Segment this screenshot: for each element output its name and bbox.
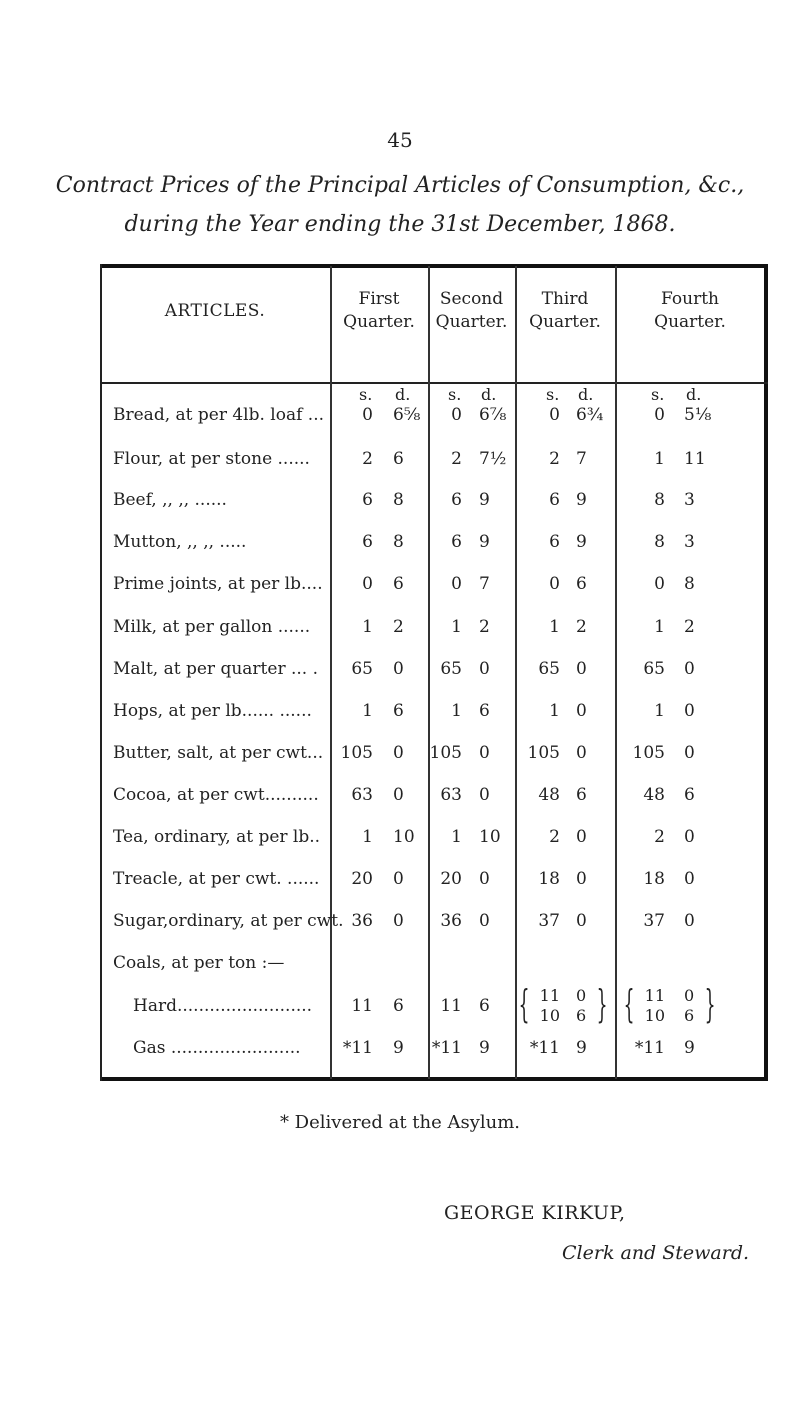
value-shillings: *11 [529,1038,560,1058]
row-label: Bread, at per 4lb. loaf ... [113,405,325,425]
header-third: Third [541,289,589,309]
value-pence: 8 [393,532,404,552]
row-label: Mutton, ,, ,, ..... [113,532,247,552]
value-shillings: 8 [654,490,665,510]
value-shillings: 1 [362,827,373,847]
value-shillings: 11 [440,996,462,1016]
value-pence: 0 [393,869,404,889]
header-quarter: Quarter. [435,312,508,332]
value-pence: 7 [576,449,587,469]
column-divider [615,266,617,1079]
value-shillings: 10 [644,1006,665,1025]
value-shillings: 36 [440,911,462,931]
brace-right: } [704,982,716,1026]
header-articles: ARTICLES. [164,301,266,321]
value-shillings: 105 [632,743,665,763]
value-pence: 0 [684,659,695,679]
row-label: Malt, at per quarter ... . [113,659,318,679]
value-shillings: 1 [362,617,373,637]
value-pence: 9 [576,532,587,552]
value-shillings: 1 [549,701,560,721]
value-shillings: 0 [362,574,373,594]
value-shillings: 0 [362,405,373,425]
value-pence: 9 [479,532,490,552]
value-pence: 0 [479,911,490,931]
unit-shillings: s. [546,385,560,404]
value-shillings: 105 [429,743,462,763]
value-pence: 11 [684,449,706,469]
row-label: Treacle, at per cwt. ...... [113,869,320,889]
row-label: Butter, salt, at per cwt... [113,743,324,763]
value-pence: 7½ [479,449,507,469]
value-pence: 9 [576,490,587,510]
value-pence: 6 [576,574,587,594]
table-top-rule [100,264,768,268]
value-shillings: 0 [451,405,462,425]
value-pence: 9 [479,1038,490,1058]
row-label: Beef, ,, ,, ...... [113,490,227,510]
value-pence: 6¾ [576,405,604,425]
value-shillings: 48 [538,785,560,805]
value-shillings: 18 [643,869,665,889]
value-shillings: 20 [440,869,462,889]
value-pence: 6⅞ [479,405,507,425]
row-label: Milk, at per gallon ...... [113,617,311,637]
value-pence: 6 [684,1006,695,1025]
row-label-gas: Gas ........................ [133,1038,301,1058]
value-pence: 0 [684,743,695,763]
value-shillings: 11 [644,986,665,1005]
value-shillings: 65 [351,659,373,679]
header-third-quarter [515,288,615,334]
value-shillings: 6 [549,532,560,552]
header-second-quarter [428,288,515,334]
value-pence: 5⅛ [684,405,712,425]
value-pence: 0 [576,659,587,679]
value-shillings: 1 [451,827,462,847]
header-quarter: Quarter. [654,312,726,332]
value-shillings: 0 [549,405,560,425]
value-shillings: 18 [538,869,560,889]
value-shillings: 37 [643,911,665,931]
value-pence: 6 [393,996,404,1016]
row-label: Prime joints, at per lb.... [113,574,323,594]
value-pence: 2 [479,617,490,637]
value-shillings: 1 [451,701,462,721]
value-shillings: 1 [654,449,665,469]
value-shillings: 36 [351,911,373,931]
title-line-2: during the Year ending the 31st December, 1868. [124,212,676,237]
value-shillings: 20 [351,869,373,889]
signature-name: GEORGE KIRKUP, [444,1202,626,1224]
value-shillings: 105 [527,743,560,763]
value-pence: 6 [479,996,490,1016]
value-pence: 8 [684,574,695,594]
row-label: Flour, at per stone ...... [113,449,310,469]
value-shillings: 6 [549,490,560,510]
value-shillings: 0 [451,574,462,594]
column-divider [515,266,517,1079]
row-label: Sugar,ordinary, at per cwt. [113,911,344,931]
value-shillings: 8 [654,532,665,552]
brace-left: { [623,982,635,1026]
value-shillings: 6 [362,490,373,510]
value-pence: 3 [684,490,695,510]
value-shillings: 1 [549,617,560,637]
value-pence: 0 [684,701,695,721]
value-pence: 3 [684,532,695,552]
value-pence: 0 [393,659,404,679]
header-fourth-quarter [615,288,765,334]
value-shillings: 0 [549,574,560,594]
value-shillings: 1 [362,701,373,721]
value-pence: 6⅝ [393,405,421,425]
unit-shillings: s. [359,385,373,404]
value-shillings: 0 [654,574,665,594]
value-shillings: 2 [362,449,373,469]
value-pence: 9 [393,1038,404,1058]
value-pence: 6 [576,785,587,805]
brace-right: } [596,982,608,1026]
value-pence: 0 [479,785,490,805]
value-pence: 10 [393,827,415,847]
value-shillings: 2 [451,449,462,469]
value-shillings: 1 [451,617,462,637]
table-right-rule [764,264,768,1081]
title-line-1: Contract Prices of the Principal Articles of Consumption, &c., [55,173,745,198]
value-pence: 0 [393,743,404,763]
value-shillings: 63 [351,785,373,805]
value-pence: 0 [393,911,404,931]
row-label: Tea, ordinary, at per lb.. [113,827,321,847]
header-first: First [358,289,400,309]
value-pence: 0 [576,701,587,721]
value-pence: 6 [684,785,695,805]
value-pence: 0 [684,986,695,1005]
value-pence: 2 [684,617,695,637]
value-shillings: 63 [440,785,462,805]
unit-pence: d. [578,385,594,404]
value-pence: 10 [479,827,501,847]
value-shillings: *11 [634,1038,665,1058]
value-pence: 0 [576,743,587,763]
value-shillings: 2 [654,827,665,847]
value-pence: 9 [576,1038,587,1058]
value-shillings: 0 [654,405,665,425]
coals-label: Coals, at per ton :— [113,953,285,973]
value-pence: 9 [684,1038,695,1058]
value-pence: 6 [479,701,490,721]
value-shillings: 2 [549,449,560,469]
header-rule [100,382,768,384]
value-pence: 0 [393,785,404,805]
unit-pence: d. [481,385,497,404]
value-shillings: 1 [654,701,665,721]
value-pence: 6 [393,574,404,594]
row-label: Hops, at per lb...... ...... [113,701,312,721]
value-shillings: 65 [440,659,462,679]
value-pence: 0 [576,827,587,847]
row-label-hard: Hard......................... [133,996,313,1016]
value-shillings: 6 [451,490,462,510]
value-shillings: *11 [431,1038,462,1058]
value-shillings: 105 [340,743,373,763]
footnote: * Delivered at the Asylum. [279,1112,521,1133]
value-pence: 2 [393,617,404,637]
value-shillings: 2 [549,827,560,847]
header-quarter: Quarter. [529,312,601,332]
unit-shillings: s. [651,385,665,404]
header-fourth: Fourth [661,289,719,309]
value-pence: 9 [479,490,490,510]
value-shillings: 48 [643,785,665,805]
column-divider [330,266,332,1079]
value-pence: 0 [576,986,587,1005]
value-pence: 0 [479,869,490,889]
table-left-rule [100,264,102,1081]
value-shillings: 11 [351,996,373,1016]
value-shillings: 65 [643,659,665,679]
page-number: 45 [387,128,413,152]
value-pence: 0 [684,869,695,889]
row-label: Cocoa, at per cwt.......... [113,785,319,805]
value-pence: 8 [393,490,404,510]
value-pence: 6 [393,701,404,721]
value-shillings: 10 [539,1006,560,1025]
unit-pence: d. [686,385,702,404]
value-shillings: *11 [342,1038,373,1058]
value-pence: 7 [479,574,490,594]
header-quarter: Quarter. [343,312,415,332]
value-shillings: 65 [538,659,560,679]
unit-pence: d. [395,385,411,404]
unit-shillings: s. [448,385,462,404]
value-pence: 0 [684,827,695,847]
brace-left: { [518,982,530,1026]
value-pence: 0 [576,911,587,931]
value-pence: 0 [684,911,695,931]
value-shillings: 6 [451,532,462,552]
value-pence: 2 [576,617,587,637]
value-pence: 0 [479,659,490,679]
signature-title: Clerk and Steward. [562,1242,750,1264]
value-pence: 6 [576,1006,587,1025]
header-first-quarter [330,288,428,334]
value-pence: 6 [393,449,404,469]
value-pence: 0 [576,869,587,889]
value-shillings: 37 [538,911,560,931]
value-shillings: 1 [654,617,665,637]
value-shillings: 6 [362,532,373,552]
value-shillings: 11 [539,986,560,1005]
header-second: Second [439,289,504,309]
table-bottom-rule [100,1077,768,1081]
value-pence: 0 [479,743,490,763]
